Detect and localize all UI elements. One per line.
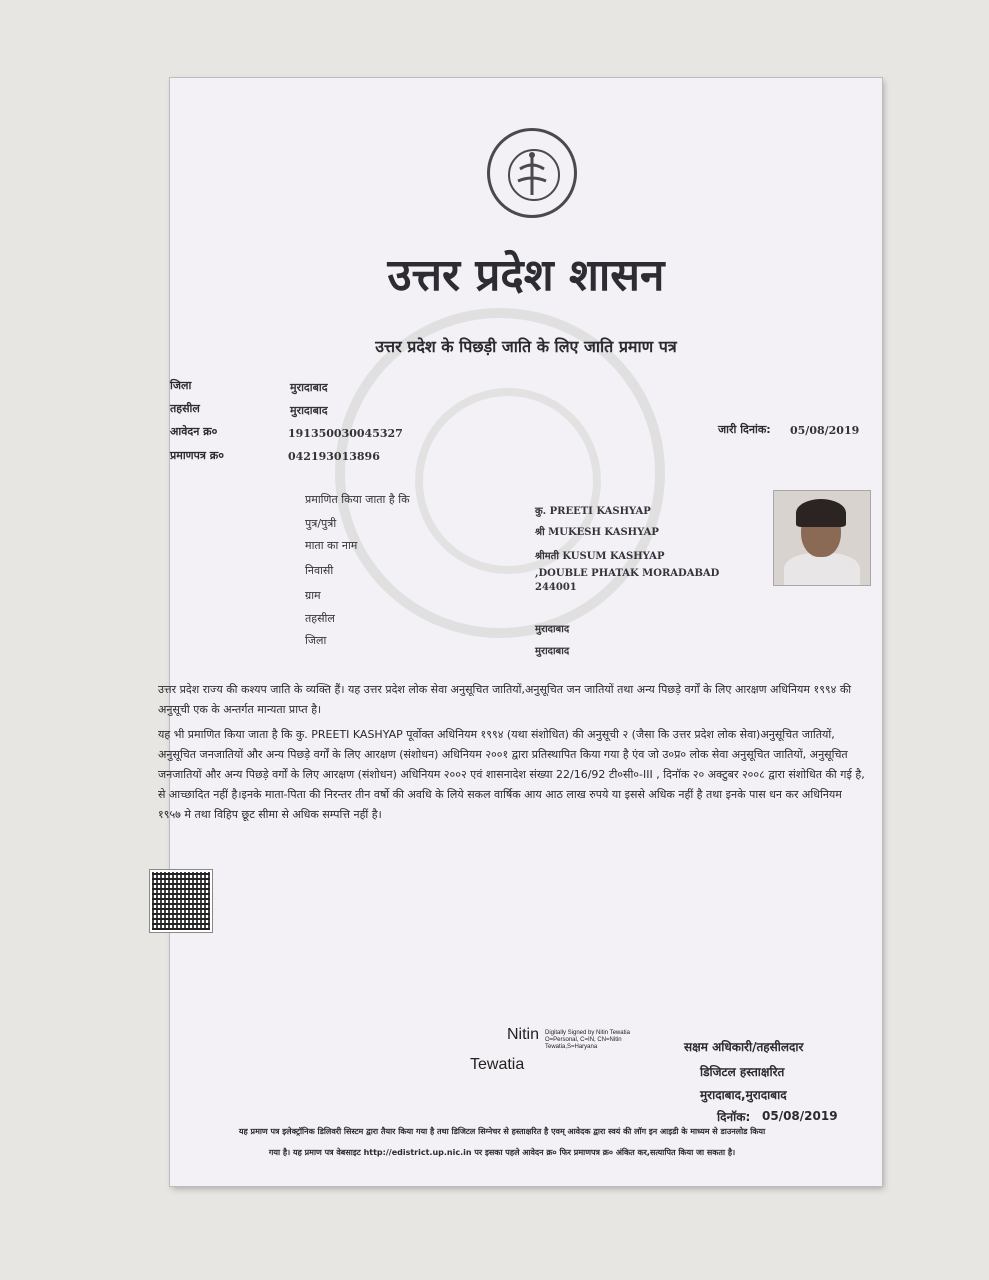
application-number-value: 191350030045327 <box>288 427 403 440</box>
caste-paragraph: उत्तर प्रदेश राज्य की कश्यप जाति के व्यक्ति हैं। यह उत्तर प्रदेश लोक सेवा अनुसूचित जातियों,अनुसूचित जन जातियों तथा अन्य पिछड़े वर्गों के लिए आरक्षण अधिनियम १९९४ की अनुसूची एक के अन्तर्गत मान्यता प्राप्त है। <box>158 683 852 716</box>
resident-address: ,DOUBLE PHATAK MORADABAD <box>535 568 720 579</box>
district-value: मुरादाबाद <box>290 381 328 394</box>
emblem-icon <box>490 131 574 215</box>
village-label: ग्राम <box>305 589 321 602</box>
resident-label: निवासी <box>305 564 334 577</box>
certificate-subtitle: उत्तर प्रदेश के पिछड़ी जाति के लिए जाति प्रमाण पत्र <box>375 337 677 356</box>
person-district-label: जिला <box>305 634 327 647</box>
father-name: श्री MUKESH KASHYAP <box>535 527 659 538</box>
footer-line-2: गया है। यह प्रमाण पत्र वेबसाइट http://edistrict.up.nic.in पर इसका पहले आवेदन क्र० फिर प्रमाणपत्र क्र० अंकित कर,सत्यापित किया जा सकता है। <box>268 1148 736 1157</box>
emblem-watermark <box>335 308 665 638</box>
certificate-number-label: प्रमाणपत्र क्र० <box>170 449 224 462</box>
pincode: 244001 <box>535 582 577 593</box>
mother-label: माता का नाम <box>305 539 358 552</box>
digital-signature-details: Digitally Signed by Nitin Tewatia O=Personal, C=IN, CN=Nitin Tewatia,S=Haryana <box>545 1030 630 1050</box>
page-title: उत्तर प्रदेश शासन <box>387 250 665 301</box>
applicant-photo <box>773 490 871 586</box>
tehsil-value: मुरादाबाद <box>290 404 328 417</box>
person-tehsil-label: तहसील <box>305 612 335 625</box>
district-label: जिला <box>170 379 192 392</box>
tehsil-label: तहसील <box>170 402 200 415</box>
state-emblem <box>487 128 577 218</box>
qr-code <box>150 870 212 932</box>
certification-paragraph: यह भी प्रमाणित किया जाता है कि कु. PREETI KASHYAP पूर्वोक्त अधिनियम १९९४ (यथा संशोधित) की अनुसूची २ (जैसा कि उत्तर प्रदेश लोक सेवा)अनुसूचित जातियों, अनुसूचित जनजातियों और अन्य पिछड़े वर्गों के लिए आरक्षण (संशोधन) अधिनियम २००१ द्वारा प्रतिस्थापित किया गया है एंव जो उ०प्र० लोक सेवा अनुसूचित जातियों, अनुसूचित जनजातियों और अन्य पिछड़े वर्गों के लिए आरक्षण (संशोधन) अधिनियम २००२ एवं शासनादेश संख्या 22/16/92 टी०सी०-III , दिनॉक २० अक्टुबर २००८ द्वारा संशोधित की गई है, से आच्छादित नहीं है।इनके माता-पिता की निरन्तर तीन वर्षो की अवधि के लिये सकल वार्षिक आय आठ लाख रुपये या इससे अधिक नहीं है तथा इनके पास धन कर अधिनियम १९५७ मे तथा विहिप छूट सीमा से अधिक सम्पत्ति नहीं है। <box>158 728 865 821</box>
certificate-number-value: 042193013896 <box>288 450 380 463</box>
officer-date-value: 05/08/2019 <box>762 1109 838 1123</box>
footer-line-1: यह प्रमाण पत्र इलेक्ट्रॉनिक डिलिवरी सिस्टम द्वारा तैयार किया गया है तथा डिजिटल सिग्नेचर से हस्ताक्षरित है एवम् आवेदक द्वारा स्वयं की लॉग इन आइडी के माध्यम से डाउनलोड किया <box>238 1127 766 1136</box>
officer-date-label: दिनॉक: <box>717 1110 751 1124</box>
signer-name-line1: Nitin <box>507 1026 540 1043</box>
certificate-sheet <box>158 78 882 1186</box>
issue-date-label: जारी दिनांक: <box>718 423 771 436</box>
signer-name-line2: Tewatia <box>470 1056 525 1073</box>
application-number-label: आवेदन क्र० <box>170 425 218 438</box>
applicant-name: कु. PREETI KASHYAP <box>535 506 651 517</box>
issue-date-value: 05/08/2019 <box>790 424 860 437</box>
person-district-value: मुरादाबाद <box>535 646 570 657</box>
officer-digital-sign: डिजिटल हस्ताक्षरित <box>700 1065 785 1079</box>
mother-name: श्रीमती KUSUM KASHYAP <box>535 551 665 562</box>
officer-designation: सक्षम अधिकारी/तहसीलदार <box>684 1040 804 1054</box>
certified-label: प्रमाणित किया जाता है कि <box>305 493 410 506</box>
officer-location: मुरादाबाद,मुरादाबाद <box>700 1088 787 1102</box>
person-tehsil-value: मुरादाबाद <box>535 624 570 635</box>
child-of-label: पुत्र/पुत्री <box>305 517 337 530</box>
